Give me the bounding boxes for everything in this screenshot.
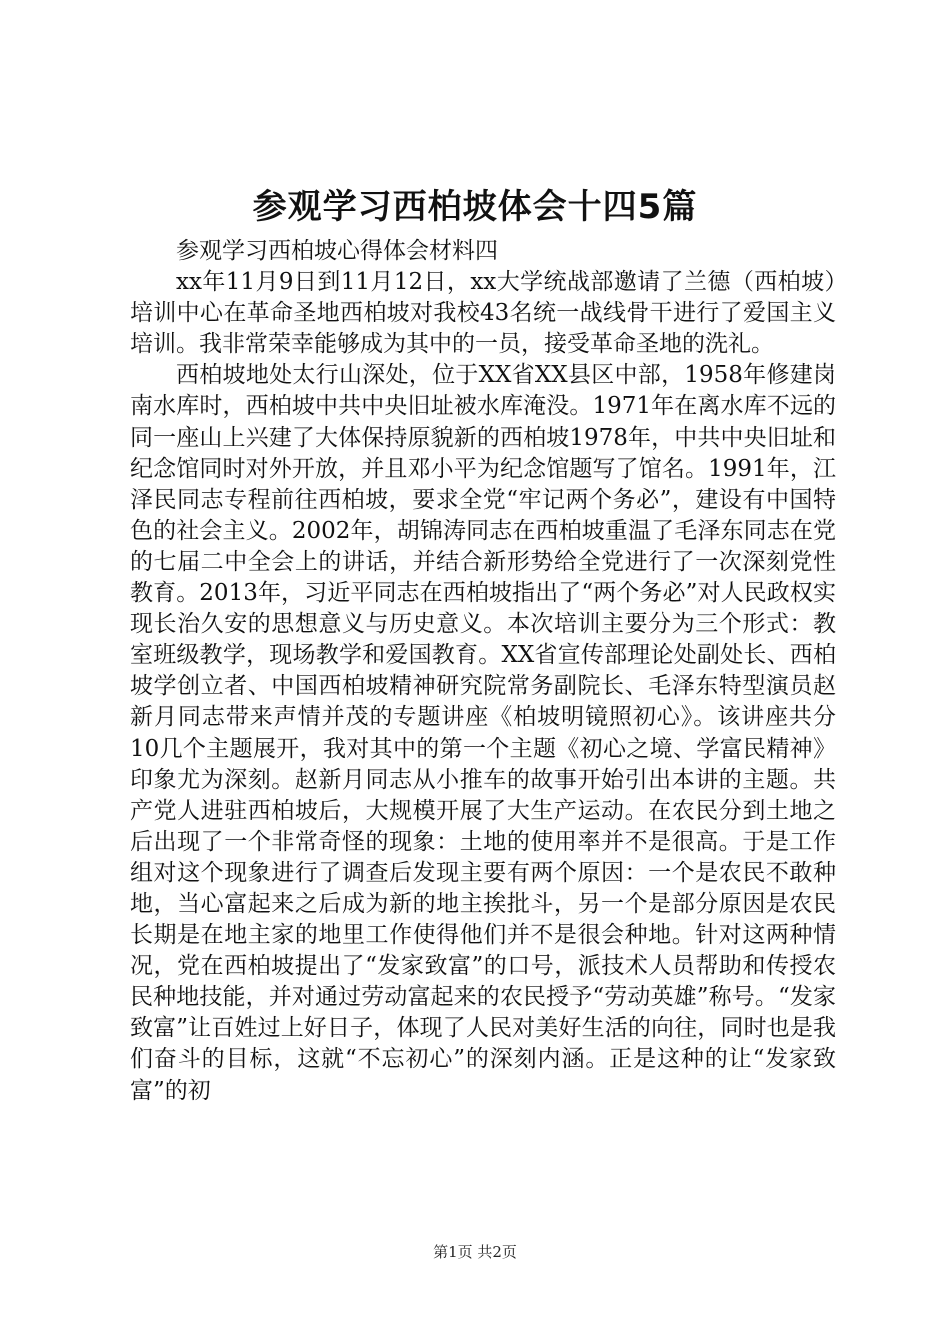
document-subtitle: 参观学习西柏坡心得体会材料四 — [176, 238, 498, 264]
document-body — [130, 236, 836, 1107]
paragraph: 西柏坡地处太行山深处，位于XX省XX县区中部，1958年修建岗南水库时，西柏坡中共中央旧址被水库淹没。1971年在离水库不远的同一座山上兴建了大体保持原貌新的西柏坡1978年，中共中央旧址和纪念馆同时对外开放，并且邓小平为纪念馆题写了馆名。1991年，江泽民同志专程前往西柏坡，要求全党“牢记两个务必”，建设有中国特色的社会主义。2002年，胡锦涛同志在西柏坡重温了毛泽东同志在党的七届二中全会上的讲话，并结合新形势给全党进行了一次深刻党性教育。2013年，习近平同志在西柏坡指出了“两个务必”对人民政权实现长治久安的思想意义与历史意义。本次培训主要分为三个形式：教室班级教学，现场教学和爱国教育。XX省宣传部理论处副处长、西柏坡学创立者、中国西柏坡精神研究院常务副院长、毛泽东特型演员赵新月同志带来声情并茂的专题讲座《柏坡明镜照初心》。该讲座共分10几个主题展开，我对其中的第一个主题《初心之境、学富民精神》印象尤为深刻。赵新月同志从小推车的故事开始引出本讲的主题。共产党人进驻西柏坡后，大规模开展了大生产运动。在农民分到土地之后出现了一个非常奇怪的现象：土地的使用率并不是很高。于是工作组对这个现象进行了调查后发现主要有两个原因：一个是农民不敢种地，当心富起来之后成为新的地主挨批斗，另一个是部分原因是农民长期是在地主家的地里工作使得他们并不是很会种地。针对这两种情况，党在西柏坡提出了“发家致富”的口号，派技术人员帮助和传授农民种地技能，并对通过劳动富起来的农民授予“劳动英雄”称号。“发家致富”让百姓过上好日子，体现了人民对美好生活的向往，同时也是我们奋斗的目标，这就“不忘初心”的深刻内涵。正是这种的让“发家致富”的初 — [130, 362, 836, 1104]
document-title: 参观学习西柏坡体会十四5篇 — [252, 187, 698, 227]
page-footer: 第1页 共2页 — [433, 1243, 517, 1261]
paragraph: xx年11月9日到11月12日，xx大学统战部邀请了兰德（西柏坡）培训中心在革命圣地西柏坡对我校43名统一战线骨干进行了爱国主义培训。我非常荣幸能够成为其中的一员，接受革命圣地的洗礼。 — [130, 269, 836, 358]
